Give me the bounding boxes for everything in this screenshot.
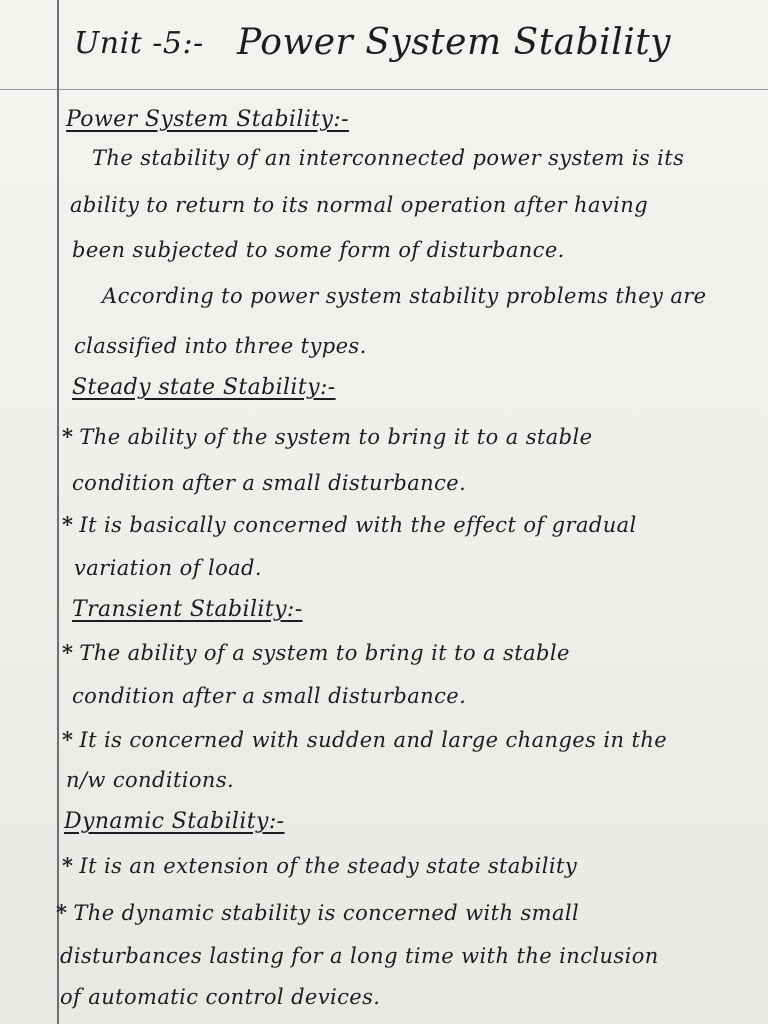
section-heading-transient-stability: Transient Stability:-: [72, 597, 303, 622]
list-item: * It is concerned with sudden and large changes in the: [62, 727, 668, 752]
bullet-icon: *: [62, 727, 74, 752]
list-item: * It is basically concerned with the effect of gradual: [62, 512, 637, 537]
list-item-continuation: variation of load.: [74, 556, 262, 580]
list-item-continuation: disturbances lasting for a long time with the inclusion: [60, 944, 659, 968]
intro-line: According to power system stability problems they are: [102, 284, 707, 308]
list-item-continuation: condition after a small disturbance.: [72, 471, 467, 495]
page-title: Power System Stability: [237, 22, 672, 63]
list-item: * It is an extension of the steady state stability: [62, 853, 578, 878]
intro-line: The stability of an interconnected power system is its: [92, 146, 685, 170]
unit-label: Unit -5:-: [74, 26, 204, 61]
list-item: * The ability of the system to bring it to a stable: [62, 424, 593, 449]
list-item-continuation: n/w conditions.: [66, 768, 235, 792]
section-heading-steady-state-stability: Steady state Stability:-: [72, 375, 336, 400]
section-heading-power-system-stability: Power System Stability:-: [66, 107, 349, 132]
margin-line: [57, 0, 59, 1024]
bullet-icon: *: [62, 640, 74, 665]
list-item-continuation: condition after a small disturbance.: [72, 684, 467, 708]
intro-line: been subjected to some form of disturbance.: [72, 238, 565, 262]
bullet-icon: *: [62, 424, 74, 449]
intro-line: classified into three types.: [74, 334, 367, 358]
bullet-icon: *: [62, 853, 74, 878]
list-item-continuation: of automatic control devices.: [60, 985, 381, 1009]
bullet-icon: *: [62, 512, 74, 537]
intro-line: ability to return to its normal operation after having: [70, 193, 649, 217]
bullet-icon: *: [56, 900, 68, 925]
list-item: * The dynamic stability is concerned with small: [56, 900, 580, 925]
header-rule: [0, 89, 768, 90]
section-heading-dynamic-stability: Dynamic Stability:-: [64, 809, 285, 834]
list-item: * The ability of a system to bring it to a stable: [62, 640, 570, 665]
